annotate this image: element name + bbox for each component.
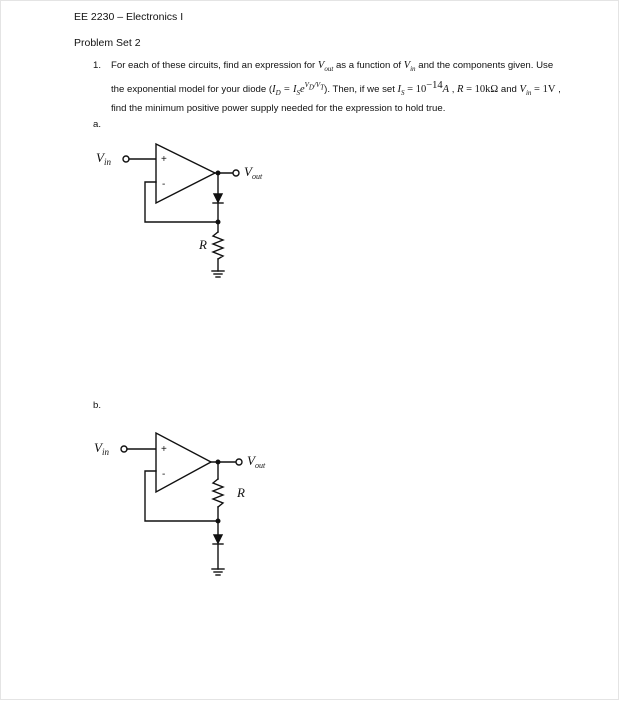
problem-set-title: Problem Set 2 <box>74 37 141 49</box>
ground-a <box>212 271 224 277</box>
problem-statement: For each of these circuits, find an expression for $V_{out}$ as a function of $V_{in}$ and the components given. Use the exponential model for your diode $(I_D = I_Se^{V_D/V_T})$. Then, if we set $I_S = 10^{-14}A$ , R = 10kΩ and $V_{in} = 1V$ , find the minimum positive power supply needed for the expression to hold true. <box>111 60 561 115</box>
vin-label-b: $V_{in}$ <box>94 440 109 457</box>
plus-sign-a: + <box>161 154 167 165</box>
minus-sign-a: - <box>162 179 166 190</box>
course-title: EE 2230 – Electronics I <box>74 11 184 23</box>
diode-b <box>213 535 223 544</box>
minus-sign-b: - <box>162 469 166 480</box>
plus-sign-b: + <box>161 444 167 455</box>
vout-label-b: $V_{out}$ <box>247 453 266 470</box>
diode-equation: $I_D = I_Se^{V_D/V_T}$ <box>272 81 325 97</box>
problem-number: 1. <box>93 60 102 71</box>
ground-b <box>212 569 224 575</box>
vout-terminal-a <box>233 170 239 176</box>
vout-terminal-b <box>236 459 242 465</box>
circuit-b <box>121 433 242 575</box>
resistor-label-a: R <box>199 237 207 252</box>
circuit-diagrams <box>1 1 619 701</box>
circuit-a <box>123 144 239 277</box>
vin-label-a: $V_{in}$ <box>96 150 111 167</box>
part-a-label: a. <box>93 119 102 130</box>
part-b-label: b. <box>93 400 102 411</box>
resistor-label-b: R <box>237 485 245 500</box>
resistor-a <box>213 232 223 259</box>
vin-terminal-a <box>123 156 129 162</box>
opamp-b <box>156 433 211 492</box>
diode-a <box>213 194 223 203</box>
opamp-a <box>156 144 215 203</box>
vout-label-a: $V_{out}$ <box>244 164 263 181</box>
vin-terminal-b <box>121 446 127 452</box>
resistor-b <box>213 479 223 507</box>
